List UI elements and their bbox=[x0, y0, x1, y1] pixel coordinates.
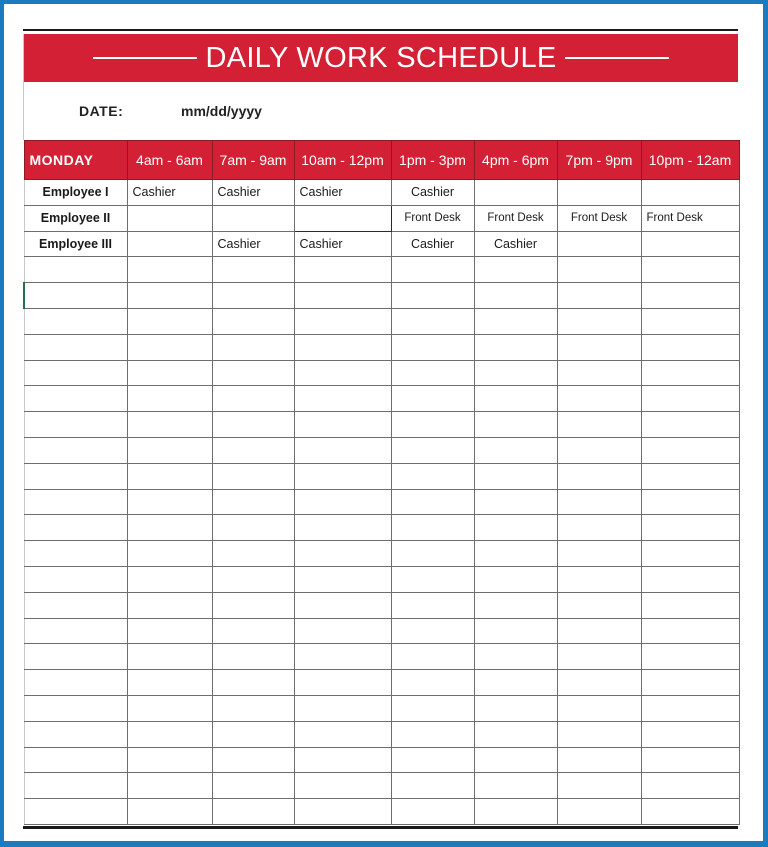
employee-cell[interactable] bbox=[24, 437, 127, 463]
shift-cell[interactable] bbox=[212, 721, 294, 747]
table-row-empty bbox=[24, 592, 739, 618]
shift-cell[interactable] bbox=[391, 334, 474, 360]
shift-cell[interactable] bbox=[212, 799, 294, 825]
employee-cell[interactable] bbox=[24, 541, 127, 567]
shift-cell[interactable] bbox=[641, 747, 739, 773]
shift-cell[interactable] bbox=[391, 541, 474, 567]
shift-cell[interactable] bbox=[557, 773, 641, 799]
table-row-empty bbox=[24, 412, 739, 438]
shift-cell[interactable] bbox=[212, 386, 294, 412]
employee-cell[interactable] bbox=[24, 566, 127, 592]
shift-cell[interactable] bbox=[294, 670, 391, 696]
shift-cell[interactable] bbox=[212, 644, 294, 670]
shift-cell[interactable] bbox=[641, 412, 739, 438]
shift-cell[interactable] bbox=[127, 515, 212, 541]
shift-cell[interactable] bbox=[641, 644, 739, 670]
shift-cell[interactable] bbox=[641, 283, 739, 309]
column-header[interactable]: 10am - 12pm bbox=[294, 141, 391, 180]
table-row bbox=[24, 180, 739, 206]
shift-cell[interactable] bbox=[127, 412, 212, 438]
table-row-empty bbox=[24, 541, 739, 567]
title-rule-right bbox=[565, 57, 669, 59]
shift-cell[interactable] bbox=[127, 747, 212, 773]
shift-cell[interactable] bbox=[127, 257, 212, 283]
shift-cell[interactable] bbox=[391, 515, 474, 541]
shift-cell[interactable] bbox=[212, 670, 294, 696]
table-row-empty bbox=[24, 721, 739, 747]
shift-cell[interactable] bbox=[391, 670, 474, 696]
shift-cell[interactable] bbox=[294, 592, 391, 618]
shift-cell[interactable] bbox=[557, 695, 641, 721]
shift-cell[interactable] bbox=[212, 773, 294, 799]
table-row-empty bbox=[24, 747, 739, 773]
table-row-empty bbox=[24, 283, 739, 309]
shift-cell[interactable] bbox=[557, 308, 641, 334]
shift-cell[interactable] bbox=[212, 618, 294, 644]
shift-cell[interactable] bbox=[391, 566, 474, 592]
shift-cell[interactable] bbox=[557, 386, 641, 412]
shift-cell[interactable] bbox=[557, 437, 641, 463]
shift-cell[interactable]: Cashier bbox=[294, 180, 391, 206]
shift-cell[interactable] bbox=[557, 747, 641, 773]
shift-cell[interactable]: Cashier bbox=[212, 231, 294, 257]
shift-cell[interactable] bbox=[294, 437, 391, 463]
shift-cell[interactable] bbox=[557, 799, 641, 825]
table-row-empty bbox=[24, 386, 739, 412]
table-row-empty bbox=[24, 618, 739, 644]
shift-cell[interactable] bbox=[212, 566, 294, 592]
employee-cell[interactable] bbox=[24, 308, 127, 334]
shift-cell[interactable] bbox=[294, 283, 391, 309]
shift-cell[interactable] bbox=[474, 180, 557, 206]
shift-cell[interactable] bbox=[474, 437, 557, 463]
shift-cell[interactable] bbox=[557, 360, 641, 386]
shift-cell[interactable] bbox=[212, 463, 294, 489]
shift-cell[interactable] bbox=[391, 257, 474, 283]
document-page bbox=[4, 4, 763, 841]
shift-cell[interactable] bbox=[474, 334, 557, 360]
shift-cell[interactable] bbox=[641, 463, 739, 489]
shift-cell[interactable] bbox=[391, 489, 474, 515]
shift-cell[interactable] bbox=[391, 360, 474, 386]
shift-cell[interactable] bbox=[127, 437, 212, 463]
shift-cell[interactable] bbox=[474, 799, 557, 825]
shift-cell[interactable] bbox=[127, 644, 212, 670]
shift-cell[interactable] bbox=[557, 592, 641, 618]
employee-cell[interactable]: Employee III bbox=[24, 231, 127, 257]
employee-cell[interactable] bbox=[24, 283, 127, 309]
shift-cell[interactable] bbox=[474, 360, 557, 386]
shift-cell[interactable] bbox=[474, 283, 557, 309]
employee-cell[interactable] bbox=[24, 257, 127, 283]
column-header[interactable]: 4am - 6am bbox=[127, 141, 212, 180]
shift-cell[interactable] bbox=[127, 386, 212, 412]
shift-cell[interactable] bbox=[474, 773, 557, 799]
shift-cell[interactable] bbox=[294, 747, 391, 773]
shift-cell[interactable] bbox=[557, 721, 641, 747]
shift-cell[interactable] bbox=[474, 592, 557, 618]
shift-cell[interactable] bbox=[127, 360, 212, 386]
shift-cell[interactable] bbox=[294, 566, 391, 592]
schedule-sheet bbox=[23, 29, 738, 829]
shift-cell[interactable] bbox=[212, 747, 294, 773]
shift-cell[interactable] bbox=[127, 799, 212, 825]
shift-cell[interactable] bbox=[212, 205, 294, 231]
shift-cell[interactable] bbox=[391, 721, 474, 747]
shift-cell[interactable] bbox=[391, 747, 474, 773]
shift-cell[interactable] bbox=[641, 437, 739, 463]
shift-cell[interactable] bbox=[127, 283, 212, 309]
column-header[interactable]: 10pm - 12am bbox=[641, 141, 739, 180]
shift-cell[interactable] bbox=[127, 618, 212, 644]
shift-cell[interactable] bbox=[391, 412, 474, 438]
employee-cell[interactable] bbox=[24, 721, 127, 747]
shift-cell[interactable] bbox=[212, 437, 294, 463]
shift-cell[interactable] bbox=[127, 566, 212, 592]
shift-cell[interactable] bbox=[294, 644, 391, 670]
shift-cell[interactable] bbox=[391, 618, 474, 644]
shift-cell[interactable] bbox=[294, 463, 391, 489]
table-row-empty bbox=[24, 644, 739, 670]
employee-cell[interactable] bbox=[24, 515, 127, 541]
shift-cell[interactable] bbox=[474, 489, 557, 515]
shift-cell[interactable] bbox=[294, 773, 391, 799]
shift-cell[interactable] bbox=[641, 180, 739, 206]
schedule-table bbox=[23, 140, 740, 825]
shift-cell[interactable] bbox=[557, 670, 641, 696]
shift-cell[interactable] bbox=[127, 721, 212, 747]
shift-cell[interactable] bbox=[294, 721, 391, 747]
shift-cell[interactable] bbox=[391, 283, 474, 309]
table-row-empty bbox=[24, 334, 739, 360]
bottom-border-line bbox=[23, 826, 738, 829]
employee-cell[interactable] bbox=[24, 412, 127, 438]
table-row-empty bbox=[24, 773, 739, 799]
shift-cell[interactable] bbox=[474, 463, 557, 489]
shift-cell[interactable] bbox=[474, 308, 557, 334]
shift-cell[interactable] bbox=[391, 644, 474, 670]
employee-cell[interactable] bbox=[24, 360, 127, 386]
shift-cell[interactable] bbox=[212, 257, 294, 283]
shift-cell[interactable] bbox=[391, 463, 474, 489]
employee-cell[interactable] bbox=[24, 618, 127, 644]
shift-cell[interactable] bbox=[557, 644, 641, 670]
shift-cell[interactable] bbox=[641, 592, 739, 618]
header-row bbox=[24, 141, 739, 180]
shift-cell[interactable] bbox=[557, 257, 641, 283]
shift-cell[interactable] bbox=[212, 541, 294, 567]
date-row bbox=[23, 82, 738, 140]
employee-cell[interactable] bbox=[24, 799, 127, 825]
shift-cell[interactable] bbox=[641, 360, 739, 386]
shift-cell[interactable] bbox=[557, 618, 641, 644]
shift-cell[interactable] bbox=[294, 360, 391, 386]
shift-cell[interactable] bbox=[641, 799, 739, 825]
table-row bbox=[24, 231, 739, 257]
table-row-empty bbox=[24, 437, 739, 463]
shift-cell[interactable] bbox=[212, 412, 294, 438]
shift-cell[interactable] bbox=[391, 592, 474, 618]
shift-cell[interactable] bbox=[641, 334, 739, 360]
shift-cell[interactable] bbox=[641, 721, 739, 747]
shift-cell[interactable] bbox=[557, 463, 641, 489]
employee-cell[interactable] bbox=[24, 592, 127, 618]
employee-cell[interactable] bbox=[24, 773, 127, 799]
shift-cell[interactable] bbox=[641, 231, 739, 257]
shift-cell[interactable] bbox=[557, 283, 641, 309]
shift-cell[interactable] bbox=[127, 308, 212, 334]
table-row bbox=[24, 205, 739, 231]
employee-cell[interactable]: Employee II bbox=[24, 205, 127, 231]
shift-cell[interactable]: Front Desk bbox=[641, 205, 739, 231]
table-row-empty bbox=[24, 515, 739, 541]
column-header[interactable]: 7pm - 9pm bbox=[557, 141, 641, 180]
shift-cell[interactable] bbox=[391, 437, 474, 463]
employee-cell[interactable] bbox=[24, 747, 127, 773]
shift-cell[interactable]: Cashier bbox=[127, 180, 212, 206]
shift-cell[interactable] bbox=[557, 515, 641, 541]
shift-cell[interactable] bbox=[641, 257, 739, 283]
shift-cell[interactable] bbox=[474, 541, 557, 567]
shift-cell[interactable] bbox=[474, 670, 557, 696]
shift-cell[interactable] bbox=[391, 308, 474, 334]
shift-cell[interactable] bbox=[557, 231, 641, 257]
shift-cell[interactable] bbox=[294, 386, 391, 412]
table-row-empty bbox=[24, 670, 739, 696]
shift-cell[interactable] bbox=[127, 231, 212, 257]
shift-cell[interactable] bbox=[212, 695, 294, 721]
title-rule-left bbox=[93, 57, 197, 59]
employee-cell[interactable]: Employee I bbox=[24, 180, 127, 206]
shift-cell[interactable] bbox=[294, 515, 391, 541]
column-header[interactable]: 4pm - 6pm bbox=[474, 141, 557, 180]
table-row-empty bbox=[24, 463, 739, 489]
shift-cell[interactable] bbox=[641, 670, 739, 696]
shift-cell[interactable] bbox=[641, 541, 739, 567]
table-row-empty bbox=[24, 308, 739, 334]
date-label: DATE: bbox=[79, 103, 124, 119]
table-row-empty bbox=[24, 799, 739, 825]
shift-cell[interactable] bbox=[474, 412, 557, 438]
shift-cell-selected[interactable] bbox=[294, 205, 391, 231]
employee-cell[interactable] bbox=[24, 386, 127, 412]
shift-cell[interactable] bbox=[294, 541, 391, 567]
shift-cell[interactable] bbox=[474, 386, 557, 412]
shift-cell[interactable] bbox=[474, 644, 557, 670]
shift-cell[interactable] bbox=[474, 695, 557, 721]
employee-cell[interactable] bbox=[24, 670, 127, 696]
shift-cell[interactable] bbox=[474, 747, 557, 773]
shift-cell[interactable] bbox=[294, 257, 391, 283]
shift-cell[interactable] bbox=[391, 799, 474, 825]
employee-cell[interactable] bbox=[24, 334, 127, 360]
shift-cell[interactable] bbox=[294, 618, 391, 644]
shift-cell[interactable] bbox=[212, 515, 294, 541]
shift-cell[interactable] bbox=[294, 489, 391, 515]
shift-cell[interactable] bbox=[212, 592, 294, 618]
shift-cell[interactable] bbox=[212, 308, 294, 334]
shift-cell[interactable] bbox=[641, 308, 739, 334]
shift-cell[interactable]: Front Desk bbox=[474, 205, 557, 231]
shift-cell[interactable] bbox=[641, 515, 739, 541]
shift-cell[interactable] bbox=[391, 695, 474, 721]
shift-cell[interactable]: Cashier bbox=[474, 231, 557, 257]
table-row-empty bbox=[24, 566, 739, 592]
shift-cell[interactable] bbox=[557, 412, 641, 438]
shift-cell[interactable] bbox=[557, 334, 641, 360]
shift-cell[interactable] bbox=[641, 695, 739, 721]
shift-cell[interactable] bbox=[294, 334, 391, 360]
table-row-empty bbox=[24, 489, 739, 515]
shift-cell[interactable] bbox=[641, 566, 739, 592]
shift-cell[interactable] bbox=[127, 334, 212, 360]
employee-cell[interactable] bbox=[24, 463, 127, 489]
shift-cell[interactable] bbox=[474, 721, 557, 747]
shift-cell[interactable] bbox=[127, 489, 212, 515]
table-row-empty bbox=[24, 695, 739, 721]
shift-cell[interactable] bbox=[557, 180, 641, 206]
shift-cell[interactable]: Cashier bbox=[391, 231, 474, 257]
shift-cell[interactable] bbox=[127, 205, 212, 231]
shift-cell[interactable] bbox=[391, 386, 474, 412]
shift-cell[interactable] bbox=[391, 773, 474, 799]
shift-cell[interactable] bbox=[641, 618, 739, 644]
shift-cell[interactable] bbox=[294, 412, 391, 438]
shift-cell[interactable] bbox=[212, 489, 294, 515]
shift-cell[interactable] bbox=[127, 463, 212, 489]
title-banner bbox=[23, 34, 738, 82]
shift-cell[interactable] bbox=[127, 773, 212, 799]
table-row-empty bbox=[24, 360, 739, 386]
shift-cell[interactable] bbox=[557, 541, 641, 567]
shift-cell[interactable] bbox=[294, 695, 391, 721]
shift-cell[interactable] bbox=[474, 566, 557, 592]
shift-cell[interactable] bbox=[212, 334, 294, 360]
shift-cell[interactable]: Cashier bbox=[294, 231, 391, 257]
date-field[interactable]: mm/dd/yyyy bbox=[181, 103, 262, 119]
shift-cell[interactable] bbox=[212, 283, 294, 309]
column-header[interactable]: 1pm - 3pm bbox=[391, 141, 474, 180]
shift-cell[interactable] bbox=[641, 386, 739, 412]
shift-cell[interactable] bbox=[127, 670, 212, 696]
shift-cell[interactable] bbox=[127, 592, 212, 618]
shift-cell[interactable] bbox=[294, 308, 391, 334]
employee-cell[interactable] bbox=[24, 695, 127, 721]
top-border-line bbox=[23, 29, 738, 31]
employee-cell[interactable] bbox=[24, 489, 127, 515]
table-row-empty bbox=[24, 257, 739, 283]
shift-cell[interactable] bbox=[127, 695, 212, 721]
shift-cell[interactable] bbox=[212, 360, 294, 386]
shift-cell[interactable] bbox=[557, 489, 641, 515]
shift-cell[interactable] bbox=[641, 489, 739, 515]
shift-cell[interactable] bbox=[474, 257, 557, 283]
shift-cell[interactable] bbox=[474, 618, 557, 644]
shift-cell[interactable] bbox=[641, 773, 739, 799]
page-title: DAILY WORK SCHEDULE bbox=[205, 41, 557, 74]
shift-cell[interactable] bbox=[127, 541, 212, 567]
column-header[interactable]: 7am - 9am bbox=[212, 141, 294, 180]
shift-cell[interactable]: Front Desk bbox=[391, 205, 474, 231]
shift-cell[interactable] bbox=[294, 799, 391, 825]
shift-cell[interactable]: Cashier bbox=[212, 180, 294, 206]
shift-cell[interactable]: Cashier bbox=[391, 180, 474, 206]
shift-cell[interactable] bbox=[557, 566, 641, 592]
shift-cell[interactable] bbox=[474, 515, 557, 541]
shift-cell[interactable]: Front Desk bbox=[557, 205, 641, 231]
day-header[interactable]: MONDAY bbox=[24, 141, 127, 180]
employee-cell[interactable] bbox=[24, 644, 127, 670]
